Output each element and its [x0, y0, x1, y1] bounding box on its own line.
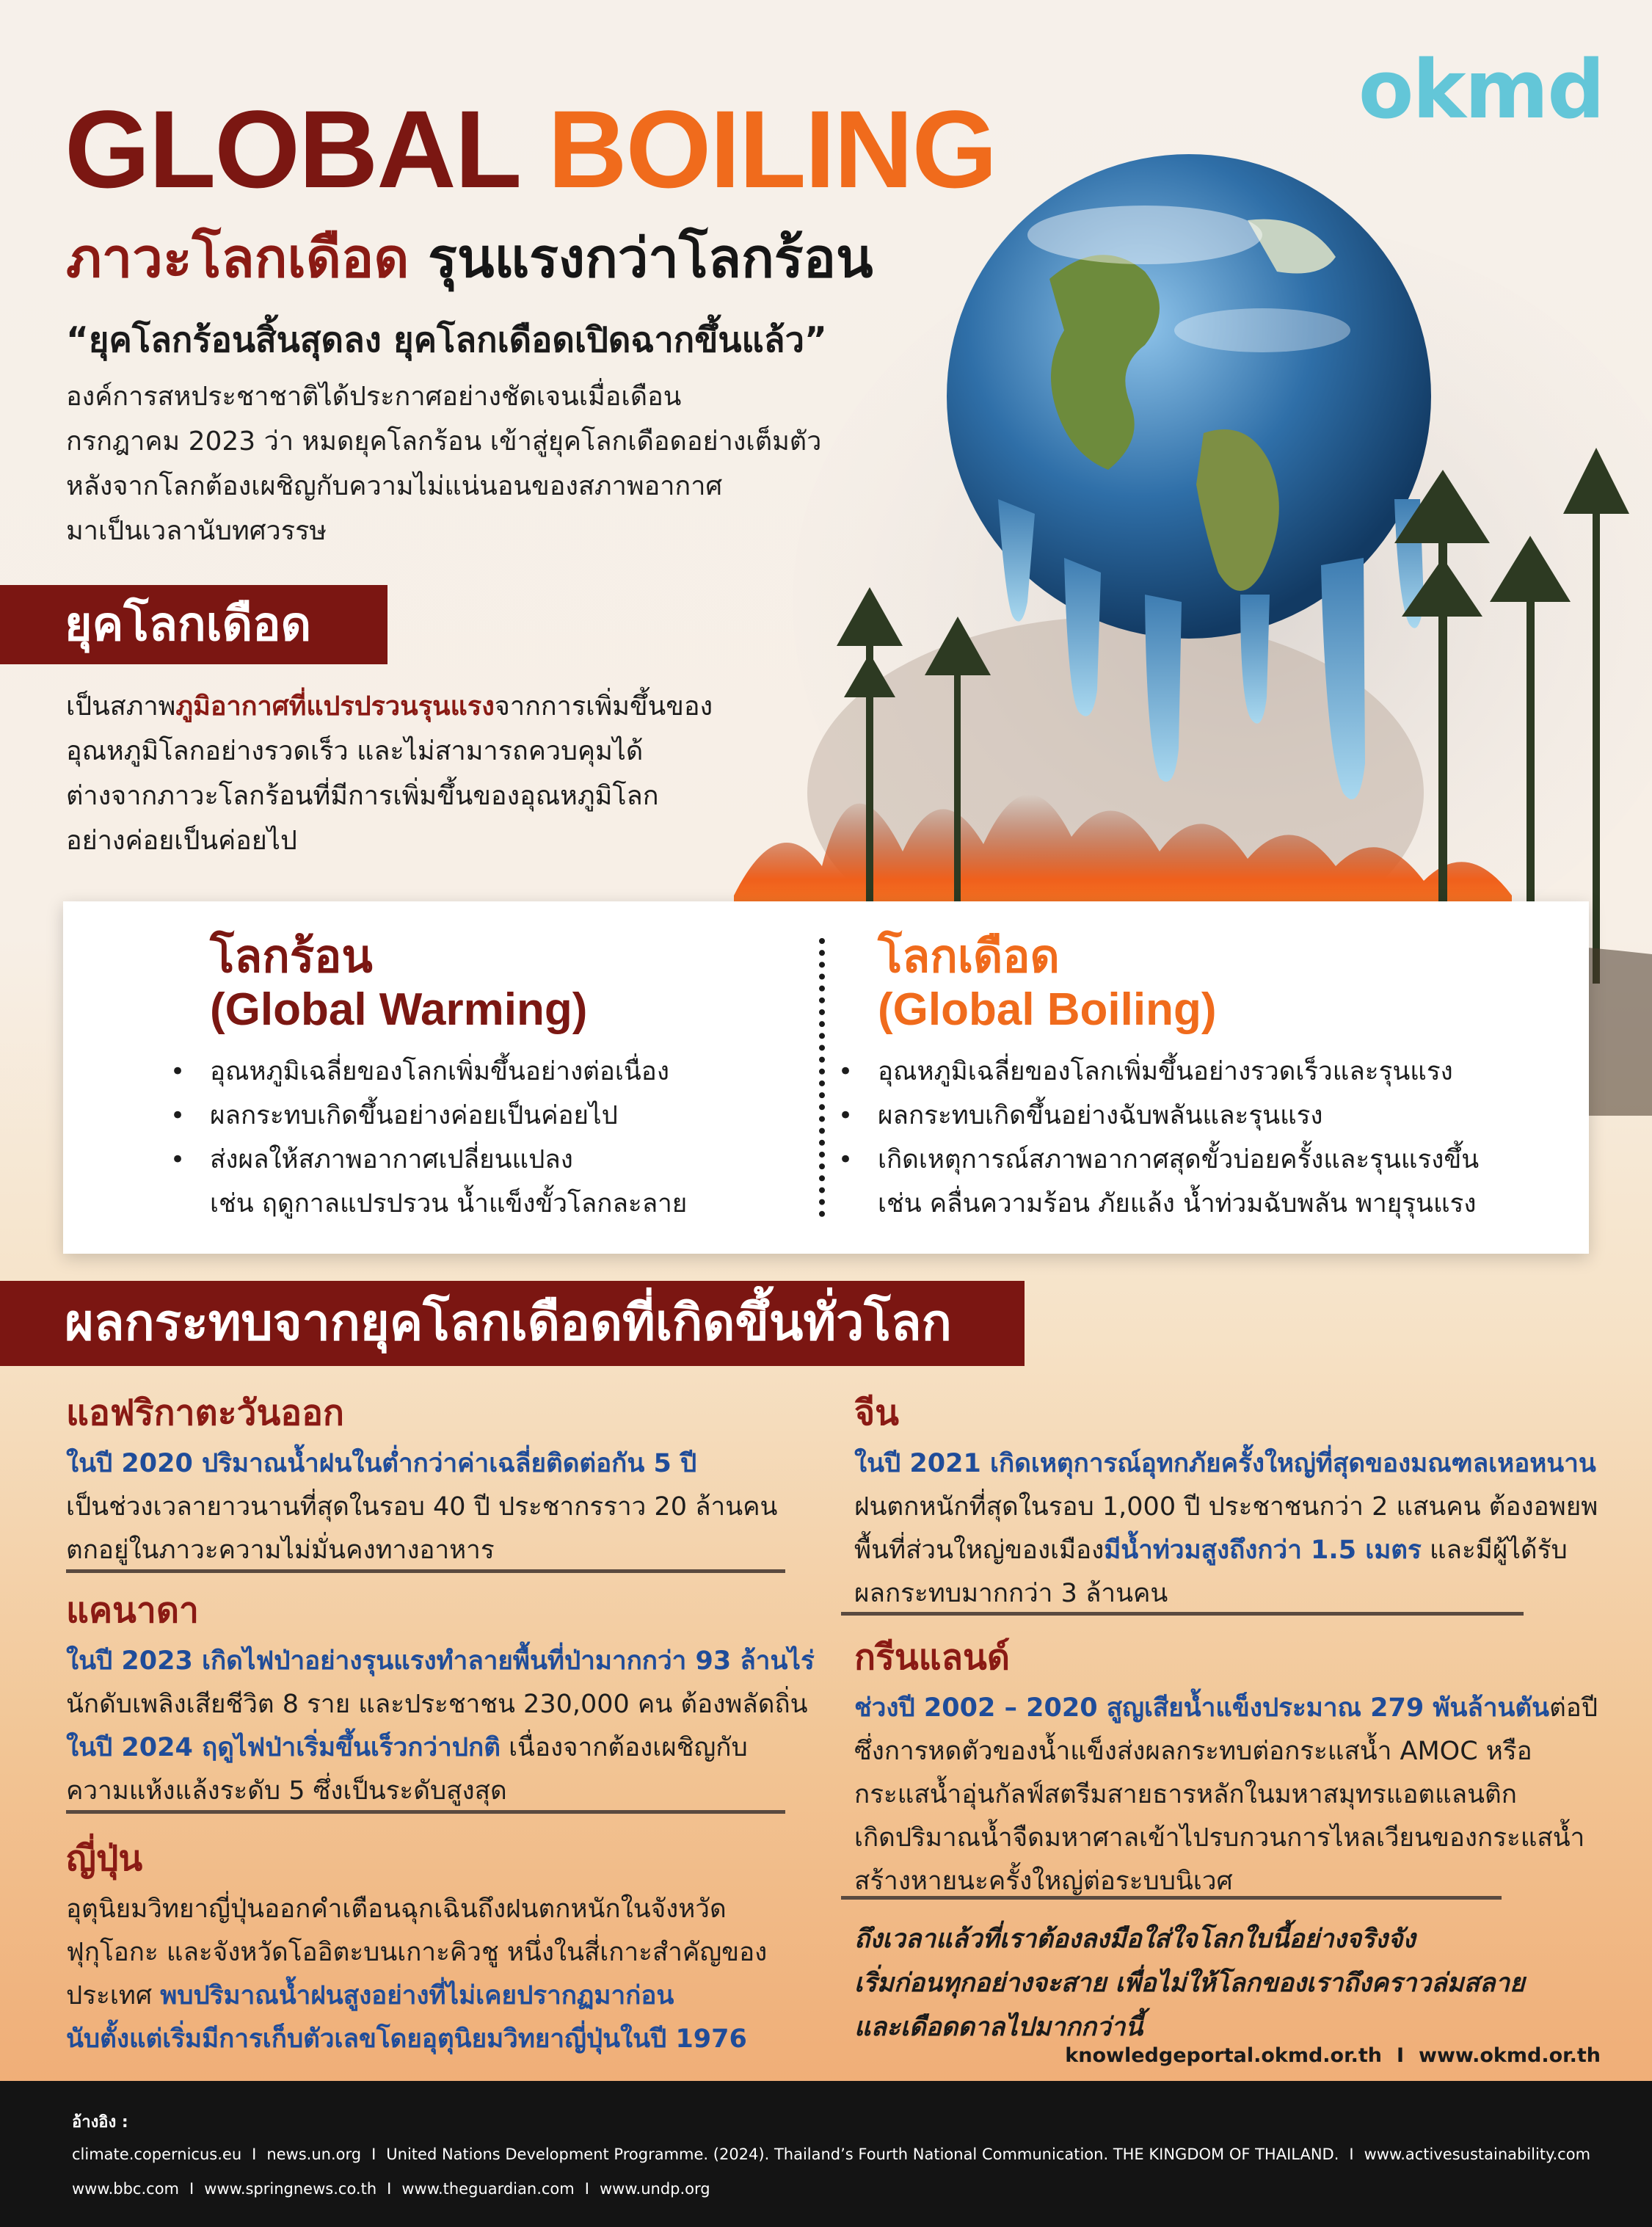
- reference-link[interactable]: news.un.org: [266, 2146, 362, 2163]
- region-highlight: ในปี 2023 เกิดไฟป่าอย่างรุนแรงทำลายพื้นที่ป่ามากกว่า 93 ล้านไร่: [66, 1646, 815, 1676]
- references-label: อ้างอิง :: [72, 2113, 128, 2132]
- closing-line: ถึงเวลาแล้วที่เราต้องลงมือใส่ใจโลกใบนี้อย่างจริงจัง: [854, 1925, 1416, 1954]
- region-text: [66, 1442, 777, 1572]
- reference-link[interactable]: www.undp.org: [599, 2180, 710, 2198]
- reference-separator: I: [1349, 2146, 1354, 2163]
- reference-separator: I: [371, 2146, 376, 2163]
- subtitle-more-severe: รุนแรงกว่าโลกร้อน: [428, 227, 873, 290]
- okmd-website-link[interactable]: www.okmd.or.th: [1419, 2044, 1601, 2067]
- un-quote: “ยุคโลกร้อนสิ้นสุดลง ยุคโลกเดือดเปิดฉากขึ้นแล้ว”: [66, 320, 827, 360]
- intro-line: มาเป็นเวลานับทศวรรษ: [66, 516, 327, 546]
- reference-link[interactable]: www.activesustainability.com: [1364, 2146, 1591, 2163]
- region-japan: [66, 1835, 767, 2061]
- reference-link[interactable]: www.bbc.com: [72, 2180, 180, 2198]
- intro-line: กรกฎาคม 2023 ว่า หมดยุคโลกร้อน เข้าสู่ยุคโลกเดือดอย่างเต็มตัว: [66, 426, 822, 457]
- list-item: • อุณหภูมิเฉลี่ยของโลกเพิ่มขึ้นอย่างรวดเร็วและรุนแรง: [819, 1050, 1582, 1094]
- section-heading-global-impacts: ผลกระทบจากยุคโลกเดือดที่เกิดขึ้นทั่วโลก: [0, 1281, 1025, 1366]
- region-text: [66, 1640, 815, 1813]
- definition-text: จากการเพิ่มขึ้นของ: [494, 691, 713, 722]
- region-line: ฝนตกหนักที่สุดในรอบ 1,000 ปี ประชาชนกว่า 2 แสนคน ต้องอพยพ: [854, 1492, 1598, 1522]
- global-warming-column: [210, 931, 812, 1226]
- region-separator: [66, 1569, 785, 1573]
- region-text-span: เนื่องจากต้องเผชิญกับ: [500, 1733, 748, 1762]
- knowledge-portal-link[interactable]: knowledgeportal.okmd.or.th: [1065, 2044, 1382, 2067]
- definition-text: เป็นสภาพ: [66, 691, 176, 722]
- intro-line: องค์การสหประชาชาติได้ประกาศอย่างชัดเจนเมื่อเดือน: [66, 382, 682, 412]
- reference-separator: I: [189, 2180, 194, 2198]
- page-title: [65, 87, 997, 211]
- region-text: [66, 1888, 767, 2061]
- subtitle-global-boiling-th: ภาวะโลกเดือด: [66, 227, 410, 290]
- intro-line: หลังจากโลกต้องเผชิญกับความไม่แน่นอนของสภาพอากาศ: [66, 471, 723, 501]
- link-separator: I: [1396, 2044, 1405, 2067]
- global-boiling-title-en: (Global Boiling): [878, 984, 1217, 1035]
- region-east-africa: [66, 1389, 777, 1572]
- reference-link[interactable]: climate.copernicus.eu: [72, 2146, 242, 2163]
- region-line: เกิดปริมาณน้ำจืดมหาศาลเข้าไปรบกวนการไหลเวียนของกระแสน้ำ: [854, 1823, 1585, 1853]
- region-highlight: นับตั้งแต่เริ่มมีการเก็บตัวเลขโดยอุตุนิยมวิทยาญี่ปุ่นในปี 1976: [66, 2024, 747, 2054]
- global-warming-title-en: (Global Warming): [210, 984, 588, 1035]
- region-name: จีน: [854, 1392, 899, 1434]
- region-name: แอฟริกาตะวันออก: [66, 1392, 344, 1434]
- page-subtitle: [66, 214, 873, 301]
- global-warming-list: [151, 1050, 812, 1182]
- comparison-card: [63, 901, 1589, 1254]
- region-text-span: ประเทศ: [66, 1981, 161, 2010]
- definition-highlight: ภูมิอากาศที่แปรปรวนรุนแรง: [175, 691, 495, 722]
- title-global: GLOBAL: [65, 87, 519, 211]
- region-line: [854, 1529, 1598, 1572]
- region-highlight: ช่วงปี 2002 – 2020 สูญเสียน้ำแข็งประมาณ 279 พันล้านตัน: [854, 1693, 1550, 1723]
- global-boiling-column: [878, 931, 1582, 1226]
- region-separator: [66, 1810, 785, 1814]
- list-item: • ผลกระทบเกิดขึ้นอย่างค่อยเป็นค่อยไป: [151, 1094, 812, 1138]
- list-item: • เกิดเหตุการณ์สภาพอากาศสุดขั้วบ่อยครั้งและรุนแรงขึ้น: [819, 1138, 1582, 1182]
- region-highlight: พบปริมาณน้ำฝนสูงอย่างที่ไม่เคยปรากฏมาก่อน: [160, 1981, 674, 2010]
- definition-line: [66, 684, 873, 729]
- region-greenland: [854, 1634, 1598, 1903]
- okmd-logo: okmd: [1358, 43, 1604, 137]
- references-footer: [0, 2081, 1652, 2227]
- region-line: ฟุกุโอกะ และจังหวัดโออิตะบนเกาะคิวชู หนึ่งในสี่เกาะสำคัญของ: [66, 1938, 768, 1967]
- region-line: กระแสน้ำอุ่นกัลฟ์สตรีมสายธารหลักในมหาสมุทรแอตแลนติก: [854, 1780, 1517, 1809]
- portal-links: [1065, 2044, 1601, 2067]
- list-item: • ผลกระทบเกิดขึ้นอย่างฉับพลันและรุนแรง: [819, 1094, 1582, 1138]
- region-china: [854, 1389, 1598, 1616]
- region-text-span: พื้นที่ส่วนใหญ่ของเมือง: [854, 1536, 1105, 1565]
- reference-link[interactable]: www.springnews.co.th: [204, 2180, 377, 2198]
- list-item: • อุณหภูมิเฉลี่ยของโลกเพิ่มขึ้นอย่างต่อเนื่อง: [151, 1050, 812, 1094]
- era-definition: [66, 684, 873, 863]
- closing-line: และเดือดดาลไปมากกว่านี้: [854, 2013, 1143, 2042]
- global-boiling-list: [819, 1050, 1582, 1182]
- region-line: [854, 1687, 1598, 1730]
- definition-line: อย่างค่อยเป็นค่อยไป: [66, 826, 297, 856]
- reference-separator: I: [387, 2180, 392, 2198]
- region-text-span: และมีผู้ได้รับ: [1421, 1536, 1568, 1565]
- region-line: สร้างหายนะครั้งใหญ่ต่อระบบนิเวศ: [854, 1867, 1233, 1896]
- region-text-span: ต่อปี: [1549, 1693, 1598, 1723]
- section-heading-global-boiling-era: ยุคโลกเดือด: [0, 585, 387, 664]
- region-separator: [841, 1612, 1524, 1616]
- region-highlight: ในปี 2021 เกิดเหตุการณ์อุทกภัยครั้งใหญ่ที่สุดของมณฑลเหอหนาน: [854, 1449, 1596, 1478]
- list-item-continuation: เช่น คลื่นความร้อน ภัยแล้ง น้ำท่วมฉับพลัน พายุรุนแรง: [878, 1189, 1477, 1218]
- region-line: เป็นช่วงเวลายาวนานที่สุดในรอบ 40 ปี ประชากรราว 20 ล้านคน: [66, 1492, 778, 1522]
- reference-separator: I: [584, 2180, 589, 2198]
- region-line: ผลกระทบมากกว่า 3 ล้านคน: [854, 1579, 1168, 1608]
- references-line: [72, 2146, 1590, 2163]
- global-boiling-title-th: โลกเดือด: [878, 931, 1060, 982]
- global-warming-title-th: โลกร้อน: [210, 931, 373, 982]
- reference-link[interactable]: www.theguardian.com: [401, 2180, 575, 2198]
- region-line: นักดับเพลิงเสียชีวิต 8 ราย และประชาชน 230,000 คน ต้องพลัดถิ่น: [66, 1690, 808, 1719]
- references-line: [72, 2180, 710, 2198]
- region-canada: [66, 1587, 815, 1813]
- definition-line: อุณหภูมิโลกอย่างรวดเร็ว และไม่สามารถควบคุมได้: [66, 736, 644, 766]
- region-name: แคนาดา: [66, 1590, 199, 1631]
- reference-citation: United Nations Development Programme. (2024). Thailand’s Fourth National Communication. THE KINGDOM OF THAILAND.: [386, 2146, 1339, 2163]
- region-line: ซึ่งการหดตัวของน้ำแข็งส่งผลกระทบต่อกระแสน้ำ AMOC หรือ: [854, 1737, 1532, 1766]
- definition-line: ต่างจากภาวะโลกร้อนที่มีการเพิ่มขึ้นของอุณหภูมิโลก: [66, 781, 659, 811]
- region-line: [66, 1974, 767, 2018]
- region-highlight: ในปี 2024 ฤดูไฟป่าเริ่มขึ้นเร็วกว่าปกติ: [66, 1733, 501, 1762]
- reference-separator: I: [252, 2146, 257, 2163]
- region-line: ตกอยู่ในภาวะความไม่มั่นคงทางอาหาร: [66, 1536, 495, 1565]
- title-boiling: BOILING: [547, 87, 997, 211]
- region-line: ความแห้งแล้งระดับ 5 ซึ่งเป็นระดับสูงสุด: [66, 1776, 507, 1806]
- closing-line: เริ่มก่อนทุกอย่างจะสาย เพื่อไม่ให้โลกของเราถึงคราวล่มสลาย: [854, 1969, 1525, 1998]
- region-name: ญี่ปุ่น: [66, 1838, 143, 1879]
- region-line: [66, 1726, 815, 1770]
- region-highlight: ในปี 2020 ปริมาณน้ำฝนในต่ำกว่าค่าเฉลี่ยติดต่อกัน 5 ปี: [66, 1449, 697, 1478]
- region-name: กรีนแลนด์: [854, 1637, 1010, 1678]
- region-line: อุตุนิยมวิทยาญี่ปุ่นออกคำเตือนฉุกเฉินถึงฝนตกหนักในจังหวัด: [66, 1894, 727, 1924]
- closing-message: [854, 1917, 1525, 2049]
- region-highlight: มีน้ำท่วมสูงถึงกว่า 1.5 เมตร: [1104, 1536, 1422, 1565]
- region-text: [854, 1687, 1598, 1903]
- region-text: [854, 1442, 1598, 1616]
- region-separator: [841, 1896, 1502, 1900]
- list-item: • ส่งผลให้สภาพอากาศเปลี่ยนแปลง: [151, 1138, 812, 1182]
- intro-paragraph: [66, 374, 917, 553]
- list-item-continuation: เช่น ฤดูกาลแปรปรวน น้ำแข็งขั้วโลกละลาย: [210, 1189, 688, 1218]
